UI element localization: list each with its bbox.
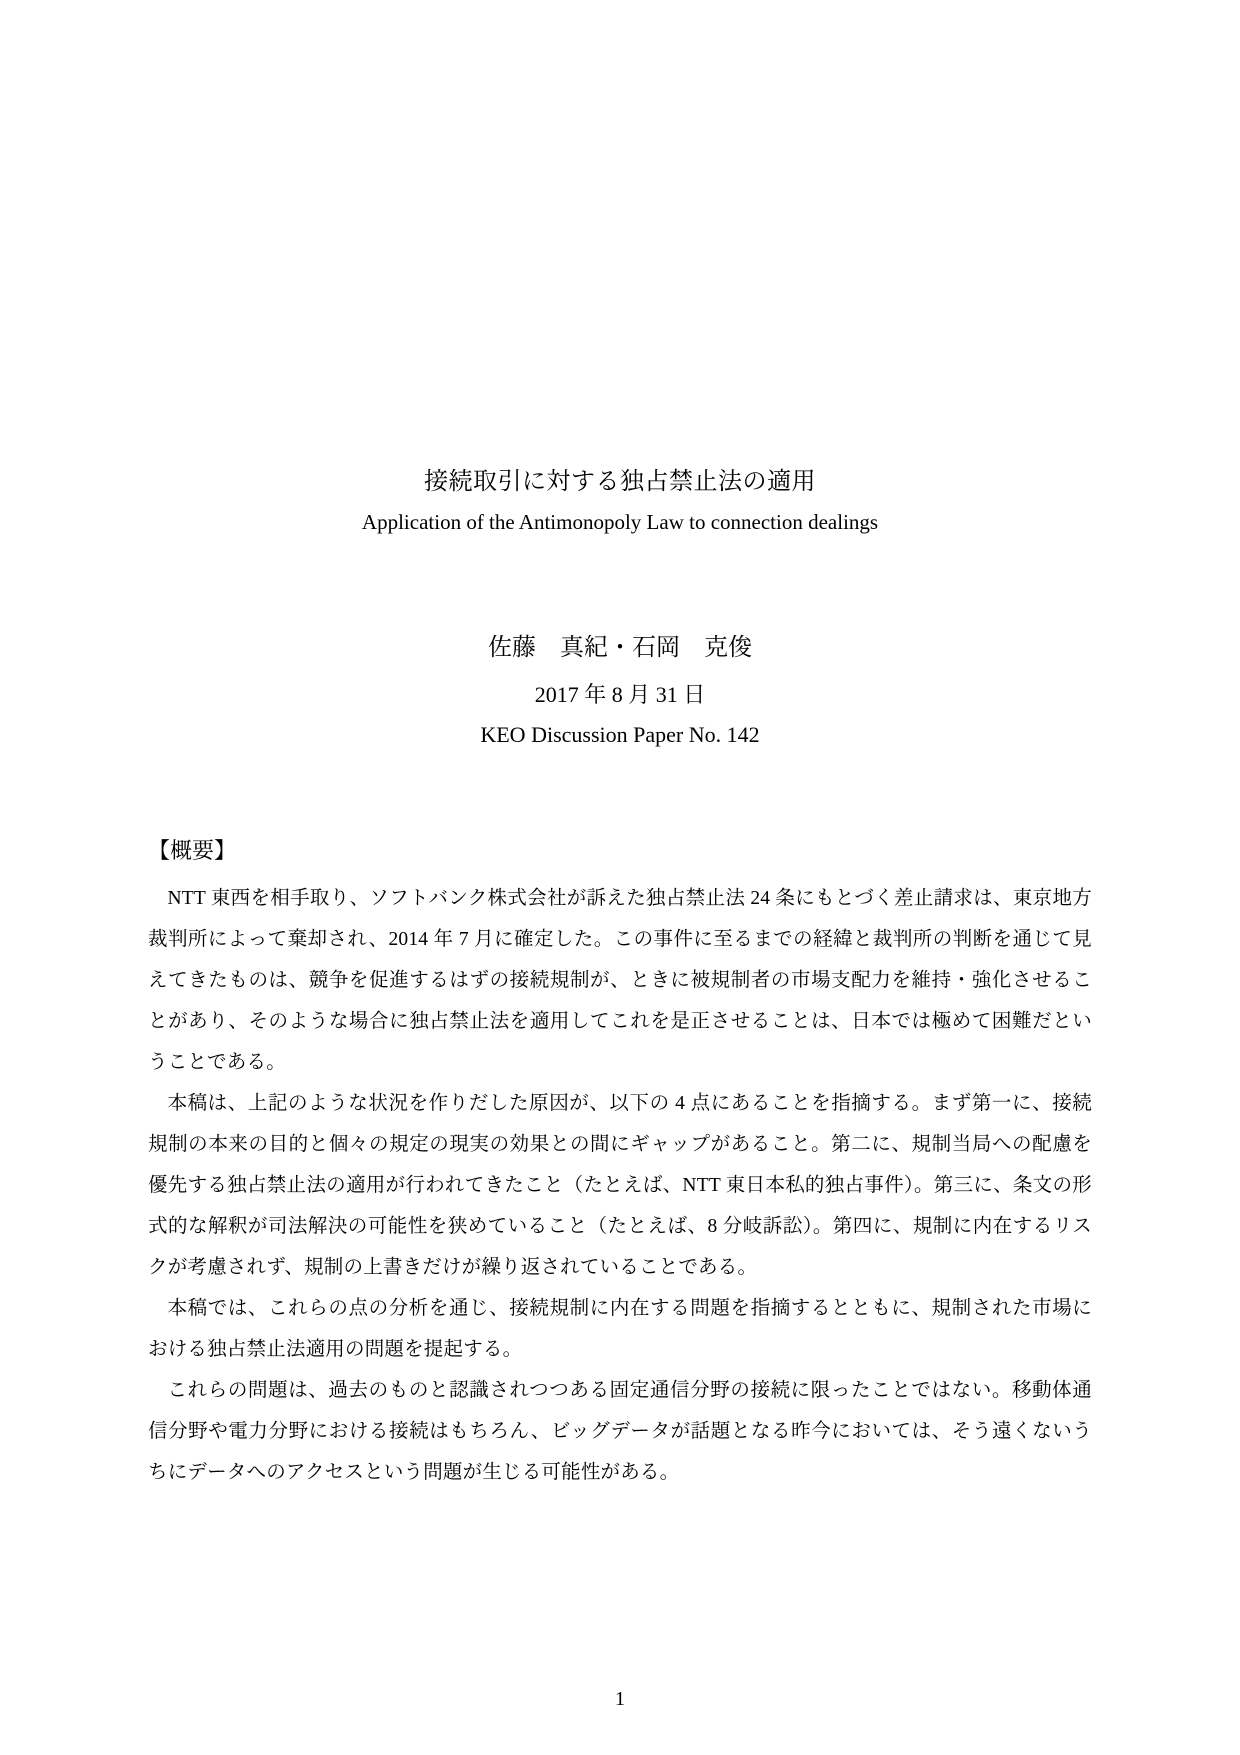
- abstract-section: [148, 837, 1092, 1493]
- abstract-paragraph-2: 本稿は、上記のような状況を作りだした原因が、以下の 4 点にあることを指摘する。まず第一に、接続規制の本来の目的と個々の規定の現実の効果との間にギャップがあること。第二に、規制当局への配慮を優先する独占禁止法の適用が行われてきたこと（たとえば、NTT 東日本私的独占事件）。第三に、条文の形式的な解釈が司法解決の可能性を狭めていること（たとえば、8 分岐訴訟）。第四に、規制に内在するリスクが考慮されず、規制の上書きだけが繰り返されていることである。: [148, 1093, 1092, 1279]
- page-number: 1: [615, 1688, 625, 1710]
- paper-title-english: Application of the Antimonopoly Law to connection dealings: [361, 510, 879, 535]
- paper-number: KEO Discussion Paper No. 142: [480, 722, 760, 748]
- abstract-paragraph-3: 本稿では、これらの点の分析を通じ、接続規制に内在する問題を指摘するとともに、規制された市場における独占禁止法適用の問題を提起する。: [148, 1298, 1092, 1361]
- paper-title-japanese: 接続取引に対する独占禁止法の適用: [424, 467, 816, 495]
- abstract-heading: 【概要】: [148, 839, 237, 865]
- title-block: [148, 0, 1092, 536]
- authors: 佐藤 真紀・石岡 克俊: [488, 633, 752, 662]
- abstract-paragraph-1: NTT 東西を相手取り、ソフトバンク株式会社が訴えた独占禁止法 24 条にもとづく差止請求は、東京地方裁判所によって棄却され、2014 年 7 月に確定した。この事件に至るまでの経緯と裁判所の判断を通じて見えてきたものは、競争を促進するはずの接続規制が、ときに被規制者の市場支配力を維持・強化させることがあり、そのような場合に独占禁止法を適用してこれを是正させることは、日本では極めて困難だということである。: [148, 888, 1092, 1074]
- meta-block: [148, 632, 1092, 751]
- publication-date: 2017 年 8 月 31 日: [534, 681, 706, 707]
- abstract-paragraph-4: これらの問題は、過去のものと認識されつつある固定通信分野の接続に限ったことではない。移動体通信分野や電力分野における接続はもちろん、ビッグデータが話題となる昨今においては、そう遠くないうちにデータへのアクセスという問題が生じる可能性がある。: [148, 1380, 1092, 1484]
